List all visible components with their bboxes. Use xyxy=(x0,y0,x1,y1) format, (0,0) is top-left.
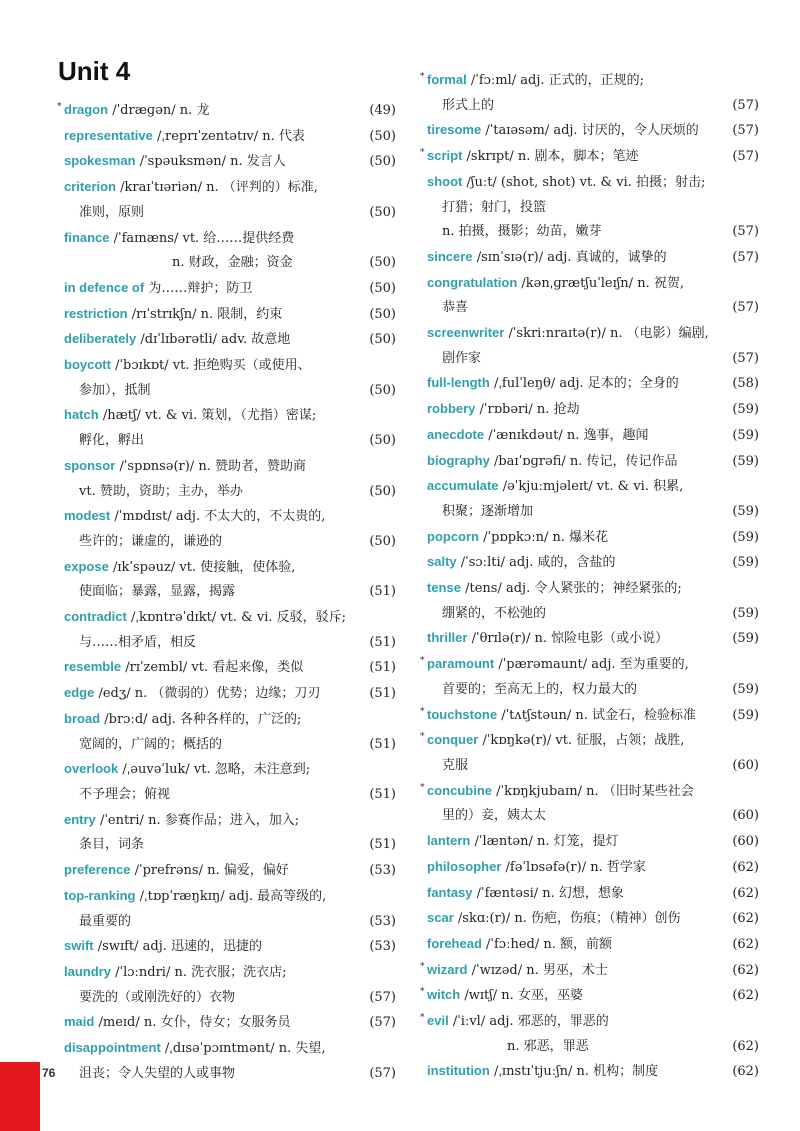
vocab-entry xyxy=(64,302,396,328)
headword: entry xyxy=(64,811,96,827)
page-number: 76 xyxy=(42,1066,56,1080)
definition-text: /meɪd/ n. 女仆，侍女；女服务员 xyxy=(98,1015,291,1031)
definition-text: /ˈpɒpkɔːn/ n. 爆米花 xyxy=(483,529,609,545)
definition-text: /ˈtʌtʃstəun/ n. 试金石，检验标准 xyxy=(501,707,696,723)
headword: laundry xyxy=(64,963,111,979)
definition-text: /ˈprefrəns/ n. 偏爱，偏好 xyxy=(134,863,289,879)
headword: accumulate xyxy=(427,478,499,494)
headword: preference xyxy=(64,862,131,878)
page-reference: (50) xyxy=(369,128,396,144)
vocab-entry xyxy=(64,757,396,807)
headword: philosopher xyxy=(427,858,502,874)
definition-text: /ˌreprɪˈzentətɪv/ n. 代表 xyxy=(157,128,305,144)
definition-text: 些许的；谦虚的，谦逊的 xyxy=(79,533,223,549)
vocab-entry xyxy=(427,271,759,321)
headword: tense xyxy=(427,580,461,596)
vocab-entry xyxy=(64,226,396,276)
definition-text: 准则，原则 xyxy=(79,204,145,220)
headword: contradict xyxy=(64,609,127,625)
vocab-entry xyxy=(427,449,759,475)
vocab-entry xyxy=(64,884,396,934)
vocab-entry xyxy=(420,1009,759,1059)
definition-text: n. 财政，金融；资金 xyxy=(172,255,293,271)
vocab-entry xyxy=(64,655,396,681)
page-reference: (57) xyxy=(732,224,759,240)
headword: scar xyxy=(427,910,454,926)
page-reference: (59) xyxy=(732,427,759,443)
definition-text: /ˈfɔːml/ adj. 正式的，正规的; xyxy=(470,73,645,88)
definition-text: /wɪtʃ/ n. 女巫，巫婆 xyxy=(464,988,583,1004)
headword: dragon xyxy=(64,102,109,117)
star-mark-icon: * xyxy=(420,148,425,159)
vocab-entry xyxy=(64,1036,396,1086)
definition-text: /ˈrɒbəri/ n. 抢劫 xyxy=(479,402,580,418)
page-reference: (50) xyxy=(369,332,396,348)
page-reference: (62) xyxy=(732,988,759,1004)
star-mark-icon: * xyxy=(420,706,425,717)
definition-text: /ˈfaɪnæns/ vt. 给……提供经费 xyxy=(113,230,295,246)
vocab-entry xyxy=(64,504,396,554)
page-reference: (60) xyxy=(732,808,759,824)
star-mark-icon: * xyxy=(420,987,425,998)
vocab-entry xyxy=(427,626,759,652)
page-reference: (50) xyxy=(369,280,396,296)
page-reference: (57) xyxy=(732,149,759,165)
headword: evil xyxy=(427,1013,449,1029)
page-reference: (50) xyxy=(369,382,396,398)
vocab-entry xyxy=(427,932,759,958)
page-reference: (59) xyxy=(732,605,759,621)
page-reference: (59) xyxy=(732,402,759,418)
definition-text: /skɑː(r)/ n. 伤疤，伤痕；（精神）创伤 xyxy=(457,911,681,927)
definition-text: /ˌəuvəˈluk/ vt. 忽略，未注意到; xyxy=(122,762,311,778)
definition-text: 恭喜 xyxy=(442,300,469,316)
left-vocabulary-column xyxy=(57,98,396,1086)
definition-text: /ˈspəuksmən/ n. 发言人 xyxy=(139,154,286,170)
definition-text: 最重要的 xyxy=(79,913,132,929)
definition-text: /ˈsɔːlti/ adj. 咸的，含盐的 xyxy=(460,555,616,571)
definition-text: 不予理会；俯视 xyxy=(79,786,171,802)
vocab-entry xyxy=(64,149,396,175)
page-reference: (57) xyxy=(732,249,759,265)
vocab-entry xyxy=(427,321,759,371)
vocab-entry xyxy=(427,423,759,449)
page-reference: (51) xyxy=(369,634,396,650)
headword: formal xyxy=(427,72,467,87)
definition-text: /ˈkɒŋkə(r)/ vt. 征服，占领；战胜, xyxy=(482,733,685,749)
vocab-entry xyxy=(427,550,759,576)
definition-text: /ˌɪnstɪˈtjuːʃn/ n. 机构；制度 xyxy=(493,1064,659,1080)
vocab-entry xyxy=(427,881,759,907)
vocab-entry xyxy=(427,829,759,855)
definition-text: n. 邪恶，罪恶 xyxy=(507,1038,589,1054)
headword: sponsor xyxy=(64,457,116,473)
headword: concubine xyxy=(427,782,493,798)
right-vocabulary-column xyxy=(420,68,759,1085)
definition-text: /baɪˈɒɡrəfi/ n. 传记，传记作品 xyxy=(493,453,678,469)
definition-text: /ˈθrɪlə(r)/ n. 惊险电影（或小说） xyxy=(471,631,669,647)
definition-text: /skrɪpt/ n. 剧本，脚本；笔迹 xyxy=(466,149,639,165)
vocab-entry xyxy=(64,403,396,453)
definition-text: /ˈfɔːhed/ n. 额，前额 xyxy=(486,936,613,952)
definition-text: 里的）妾，姨太太 xyxy=(442,808,547,824)
page-reference: (57) xyxy=(369,1015,396,1031)
definition-text: 参加），抵制 xyxy=(79,382,151,398)
page-reference: (51) xyxy=(369,837,396,853)
headword: witch xyxy=(427,987,461,1003)
page-reference: (62) xyxy=(732,962,759,978)
headword: script xyxy=(427,148,463,164)
headword: tiresome xyxy=(427,122,482,138)
page-reference: (51) xyxy=(369,660,396,676)
definition-text: /fəˈlɒsəfə(r)/ n. 哲学家 xyxy=(505,859,646,875)
headword: fantasy xyxy=(427,884,473,900)
vocab-entry xyxy=(427,1059,759,1085)
vocab-entry xyxy=(64,605,396,655)
definition-text: /əˈkjuːmjəleɪt/ vt. & vi. 积累, xyxy=(502,479,684,495)
definition-text: /tens/ adj. 令人紧张的；神经紧张的; xyxy=(465,581,682,597)
page-reference: (50) xyxy=(369,433,396,449)
definition-text: /swɪft/ adj. 迅速的，迅捷的 xyxy=(97,939,263,955)
headword: salty xyxy=(427,554,457,570)
headword: screenwriter xyxy=(427,325,505,341)
definition-text: /ˈkɒŋkjubaɪn/ n. （旧时某些社会 xyxy=(496,783,694,799)
definition-text: /kraɪˈtɪəriən/ n. （评判的）标准, xyxy=(120,180,318,196)
definition-text: 剧作家 xyxy=(442,350,482,366)
star-mark-icon: * xyxy=(420,656,425,667)
headword: thriller xyxy=(427,630,468,646)
definition-text: /ˌkɒntrəˈdɪkt/ vt. & vi. 反驳，驳斥; xyxy=(130,610,346,626)
headword: modest xyxy=(64,508,111,524)
definition-text: /ˈlɔːndri/ n. 洗衣服；洗衣店; xyxy=(115,964,287,980)
definition-text: /ˌtɒpˈræŋkɪŋ/ adj. 最高等级的, xyxy=(139,888,327,904)
definition-text: /ˈænɪkdəut/ n. 逸事，趣闻 xyxy=(488,427,649,443)
definition-text: /ˈlæntən/ n. 灯笼，提灯 xyxy=(474,834,619,850)
definition-text: /edʒ/ n. （微弱的）优势；边缘；刀刃 xyxy=(98,686,321,702)
vocab-entry xyxy=(64,934,396,960)
definition-text: 使面临；暴露，显露，揭露 xyxy=(79,584,236,600)
definition-text: /ˈskriːnraɪtə(r)/ n. （电影）编剧, xyxy=(508,326,709,342)
definition-text: vt. 赞助，资助；主办，举办 xyxy=(79,483,243,499)
page-reference: (62) xyxy=(732,1038,759,1054)
vocab-entry xyxy=(420,728,759,778)
definition-text: /brɔːd/ adj. 各种各样的，广泛的; xyxy=(104,711,302,727)
page-reference: (59) xyxy=(732,503,759,519)
vocab-entry xyxy=(427,118,759,144)
page-reference: (62) xyxy=(732,885,759,901)
headword: swift xyxy=(64,938,94,954)
definition-text: 孵化，孵出 xyxy=(79,433,145,449)
headword: shoot xyxy=(427,173,463,189)
vocab-entry xyxy=(64,353,396,403)
definition-text: /ˈwɪzəd/ n. 男巫，术士 xyxy=(471,962,608,978)
page-reference: (51) xyxy=(369,736,396,752)
page-reference: (50) xyxy=(369,306,396,322)
star-mark-icon: * xyxy=(420,72,425,82)
definition-text: 宽阔的，广阔的；概括的 xyxy=(79,736,223,752)
page-reference: (57) xyxy=(732,97,759,113)
vocab-entry xyxy=(427,525,759,551)
star-mark-icon: * xyxy=(420,1013,425,1024)
page-reference: (50) xyxy=(369,204,396,220)
vocab-entry xyxy=(64,327,396,353)
star-mark-icon: * xyxy=(57,102,62,112)
definition-text: /ˈspɒnsə(r)/ n. 赞助者，赞助商 xyxy=(119,458,306,474)
headword: anecdote xyxy=(427,426,485,442)
definition-text: n. 拍摄，摄影；幼苗，嫩芽 xyxy=(442,224,602,240)
headword: forehead xyxy=(427,935,482,951)
page-reference: (50) xyxy=(369,533,396,549)
headword: boycott xyxy=(64,357,111,373)
definition-text: /hætʃ/ vt. & vi. 策划，（尤指）密谋; xyxy=(102,408,317,424)
headword: lantern xyxy=(427,833,471,849)
headword: disappointment xyxy=(64,1040,161,1056)
page-reference: (50) xyxy=(369,255,396,271)
page-reference: (59) xyxy=(732,631,759,647)
page-reference: (53) xyxy=(369,863,396,879)
definition-text: /ˈbɔɪkɒt/ vt. 拒绝购买（或使用、 xyxy=(115,358,311,374)
headword: overlook xyxy=(64,761,119,777)
page-reference: (50) xyxy=(369,154,396,170)
headword: expose xyxy=(64,558,109,574)
headword: institution xyxy=(427,1063,490,1079)
headword: wizard xyxy=(427,961,468,977)
vocab-entry xyxy=(420,983,759,1009)
vocab-entry xyxy=(427,371,759,397)
headword: representative xyxy=(64,127,153,143)
headword: full-length xyxy=(427,375,490,391)
page-reference: (62) xyxy=(732,859,759,875)
definition-text: /rɪˈstrɪkʃn/ n. 限制，约束 xyxy=(131,306,283,322)
definition-text: 条目，词条 xyxy=(79,837,145,853)
vocab-entry xyxy=(64,681,396,707)
page-reference: (59) xyxy=(732,453,759,469)
vocab-entry xyxy=(420,958,759,984)
definition-text: /kənˌɡrætʃuˈleɪʃn/ n. 祝贺, xyxy=(521,275,684,291)
headword: maid xyxy=(64,1014,95,1030)
definition-text: /ʃuːt/ (shot, shot) vt. & vi. 拍摄；射击; xyxy=(466,174,706,190)
vocab-entry xyxy=(64,454,396,504)
definition-text: 形式上的 xyxy=(442,97,495,113)
page-reference: (60) xyxy=(732,834,759,850)
unit-title: Unit 4 xyxy=(58,56,131,86)
page-reference: (57) xyxy=(369,1065,396,1081)
headword: paramount xyxy=(427,656,495,672)
definition-text: 沮丧；令人失望的人或事物 xyxy=(79,1065,236,1081)
page-reference: (51) xyxy=(369,686,396,702)
definition-text: /ɪkˈspəuz/ vt. 使接触，使体验, xyxy=(112,559,296,575)
star-mark-icon: * xyxy=(420,782,425,793)
headword: hatch xyxy=(64,407,99,423)
vocab-entry xyxy=(64,808,396,858)
vocab-entry xyxy=(420,144,759,170)
page-reference: (58) xyxy=(732,376,759,392)
page-reference: (51) xyxy=(369,584,396,600)
headword: finance xyxy=(64,229,110,245)
headword: popcorn xyxy=(427,528,479,544)
vocab-entry xyxy=(64,858,396,884)
definition-text: /ˈtaɪəsəm/ adj. 讨厌的，令人厌烦的 xyxy=(485,123,699,139)
page-reference: (62) xyxy=(732,1064,759,1080)
page-reference: (53) xyxy=(369,913,396,929)
headword: spokesman xyxy=(64,153,136,169)
page-reference: (57) xyxy=(369,989,396,1005)
vocab-entry xyxy=(427,576,759,626)
vocab-entry xyxy=(64,707,396,757)
definition-text: 打猎；射门，投篮 xyxy=(442,199,547,215)
definition-text: /rɪˈzembl/ vt. 看起来像，类似 xyxy=(125,660,304,676)
definition-text: /dɪˈlɪbərətli/ adv. 故意地 xyxy=(140,332,291,348)
definition-text: /ˈiːvl/ adj. 邪恶的，罪恶的 xyxy=(452,1014,609,1030)
vocab-entry xyxy=(427,397,759,423)
vocab-entry xyxy=(427,245,759,271)
vocab-entry xyxy=(64,124,396,150)
definition-text: 为……辩护；防卫 xyxy=(148,280,253,296)
page-reference: (59) xyxy=(732,555,759,571)
definition-text: /sɪnˈsɪə(r)/ adj. 真诚的，诚挚的 xyxy=(476,249,667,265)
page-reference: (59) xyxy=(732,707,759,723)
headword: sincere xyxy=(427,248,473,264)
vocab-entry xyxy=(427,906,759,932)
page-reference: (59) xyxy=(732,681,759,697)
star-mark-icon: * xyxy=(420,732,425,743)
definition-text: 绷紧的，不松弛的 xyxy=(442,605,547,621)
vocab-entry xyxy=(420,703,759,729)
page-corner-tab xyxy=(0,1062,40,1131)
headword: biography xyxy=(427,452,490,468)
definition-text: 首要的；至高无上的，权力最大的 xyxy=(442,681,638,697)
vocab-entry xyxy=(427,170,759,245)
headword: touchstone xyxy=(427,706,498,722)
headword: criterion xyxy=(64,179,117,195)
headword: congratulation xyxy=(427,274,518,290)
page-reference: (53) xyxy=(369,939,396,955)
definition-text: /ˈfæntəsi/ n. 幻想，想象 xyxy=(476,885,624,901)
vocab-entry xyxy=(420,652,759,702)
page-reference: (51) xyxy=(369,786,396,802)
vocab-entry xyxy=(64,555,396,605)
definition-text: /ˈpærəmaunt/ adj. 至为重要的, xyxy=(498,657,689,673)
vocab-entry xyxy=(64,1010,396,1036)
definition-text: /ˈmɒdɪst/ adj. 不太大的，不太贵的, xyxy=(114,509,326,525)
star-mark-icon: * xyxy=(420,961,425,972)
headword: resemble xyxy=(64,659,122,675)
definition-text: /ˌfulˈleŋθ/ adj. 足本的；全身的 xyxy=(493,376,679,392)
definition-text: 克服 xyxy=(442,757,469,773)
page-reference: (57) xyxy=(732,350,759,366)
page-reference: (49) xyxy=(369,103,396,118)
vocab-entry xyxy=(427,474,759,524)
definition-text: /ˌdɪsəˈpɔɪntmənt/ n. 失望, xyxy=(164,1041,326,1057)
definition-text: 与……相矛盾，相反 xyxy=(79,634,197,650)
page-reference: (62) xyxy=(732,911,759,927)
definition-text: 积聚；逐渐增加 xyxy=(442,503,534,519)
headword: conquer xyxy=(427,732,479,748)
headword: edge xyxy=(64,685,95,701)
definition-text: /ˈdræɡən/ n. 龙 xyxy=(112,103,210,118)
page-reference: (57) xyxy=(732,123,759,139)
headword: restriction xyxy=(64,305,128,321)
headword: robbery xyxy=(427,401,476,417)
vocab-entry xyxy=(64,960,396,1010)
vocab-entry xyxy=(64,276,396,302)
page-reference: (62) xyxy=(732,936,759,952)
vocab-entry xyxy=(420,779,759,829)
vocab-entry xyxy=(427,855,759,881)
vocab-entry xyxy=(57,98,396,124)
headword: deliberately xyxy=(64,331,137,347)
headword: in defence of xyxy=(64,279,145,295)
vocab-entry xyxy=(64,175,396,225)
page-reference: (59) xyxy=(732,529,759,545)
definition-text: 要洗的（或刚洗好的）衣物 xyxy=(79,989,236,1005)
page-reference: (50) xyxy=(369,483,396,499)
page-reference: (57) xyxy=(732,300,759,316)
headword: broad xyxy=(64,710,101,726)
page-reference: (60) xyxy=(732,757,759,773)
headword: top-ranking xyxy=(64,887,136,903)
vocab-entry xyxy=(420,68,759,118)
definition-text: /ˈentri/ n. 参赛作品；进入，加入; xyxy=(99,812,300,828)
